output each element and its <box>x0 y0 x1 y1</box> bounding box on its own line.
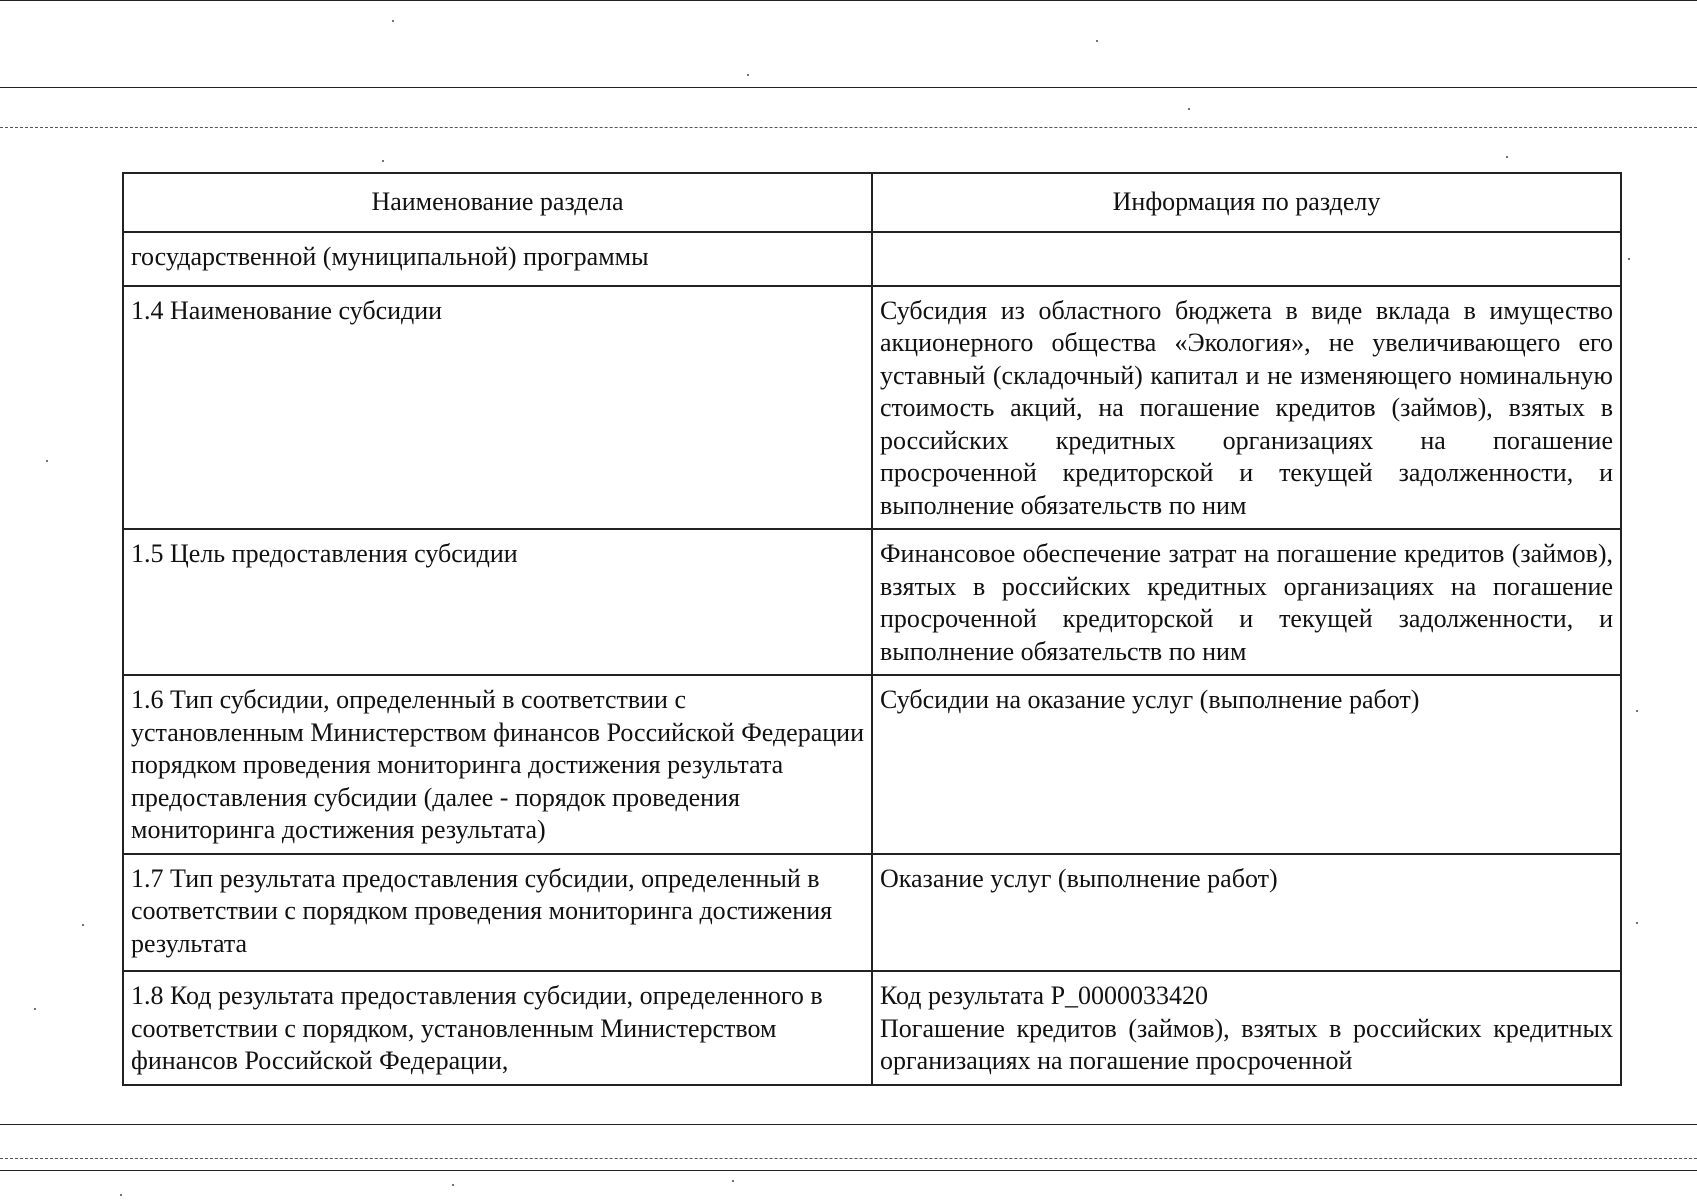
row-name-1-8: 1.8 Код результата предоставления субсидии, определенного в соответствии с порядком, установленным Министерством финансов Российской Федерации, <box>123 971 872 1085</box>
scan-speck <box>1628 258 1630 260</box>
scan-speck <box>120 1194 122 1196</box>
scan-speck <box>747 74 749 76</box>
row-name-1-6: 1.6 Тип субсидии, определенный в соответствии с установленным Министерством финансов Российской Федерации порядком проведения мониторинга достижения результата предоставления субсидии (далее - порядок проведения мониторинга достижения результата) <box>123 675 872 854</box>
top-border-line <box>0 0 1697 1</box>
table-row <box>123 232 1621 286</box>
row-info-1-6: Субсидии на оказание услуг (выполнение работ) <box>872 675 1621 854</box>
scan-speck <box>1096 40 1098 42</box>
result-code-text: Код результата P_0000033420 <box>880 981 1209 1010</box>
header-section-info: Информация по разделу <box>872 173 1621 232</box>
scan-speck <box>452 1184 454 1186</box>
result-description-text: Погашение кредитов (займов), взятых в российских кредитных организациях на погашение просроченной <box>880 1013 1613 1075</box>
row-name-1-7: 1.7 Тип результата предоставления субсидии, определенный в соответствии с порядком проведения мониторинга достижения результата <box>123 854 872 972</box>
row-info-1-4: Субсидия из областного бюджета в виде вклада в имущество акционерного общества «Экология», не увеличивающего его уставный (складочный) капитал и не изменяющего номинальную стоимость акций, на погашение кредитов (займов), взятых в российских кредитных организациях на погашение просроченной кредиторской и текущей задолженности, и выполнение обязательств по ним <box>872 286 1621 530</box>
footer-dashed-line <box>0 1158 1697 1159</box>
scan-speck <box>382 160 384 162</box>
subsidy-info-table <box>122 172 1622 1086</box>
header-dashed-line <box>0 127 1697 128</box>
scan-speck <box>82 924 84 926</box>
header-section-name: Наименование раздела <box>123 173 872 232</box>
footer-bottom-line <box>0 1170 1697 1171</box>
row-info-1-8 <box>872 971 1621 1085</box>
table-row <box>123 675 1621 854</box>
header-separator-line <box>0 87 1697 88</box>
row-name-1-5: 1.5 Цель предоставления субсидии <box>123 529 872 675</box>
scan-speck <box>46 460 48 462</box>
row-info-program <box>872 232 1621 286</box>
row-name-program: государственной (муниципальной) программы <box>123 232 872 286</box>
row-info-1-7: Оказание услуг (выполнение работ) <box>872 854 1621 972</box>
table-row <box>123 286 1621 530</box>
footer-separator-line <box>0 1124 1697 1125</box>
scan-speck <box>1188 108 1190 110</box>
table-row <box>123 854 1621 972</box>
table-header-row <box>123 173 1621 232</box>
table-row <box>123 529 1621 675</box>
row-info-1-5: Финансовое обеспечение затрат на погашение кредитов (займов), взятых в российских кредитных организациях на погашение просроченной кредиторской и текущей задолженности, и выполнение обязательств по ним <box>872 529 1621 675</box>
scan-speck <box>1506 156 1508 158</box>
scan-speck <box>34 1008 36 1010</box>
scan-speck <box>1636 922 1638 924</box>
scan-speck <box>1636 710 1638 712</box>
table-row <box>123 971 1621 1085</box>
scan-speck <box>392 20 394 22</box>
scan-speck <box>732 1180 734 1182</box>
row-name-1-4: 1.4 Наименование субсидии <box>123 286 872 530</box>
